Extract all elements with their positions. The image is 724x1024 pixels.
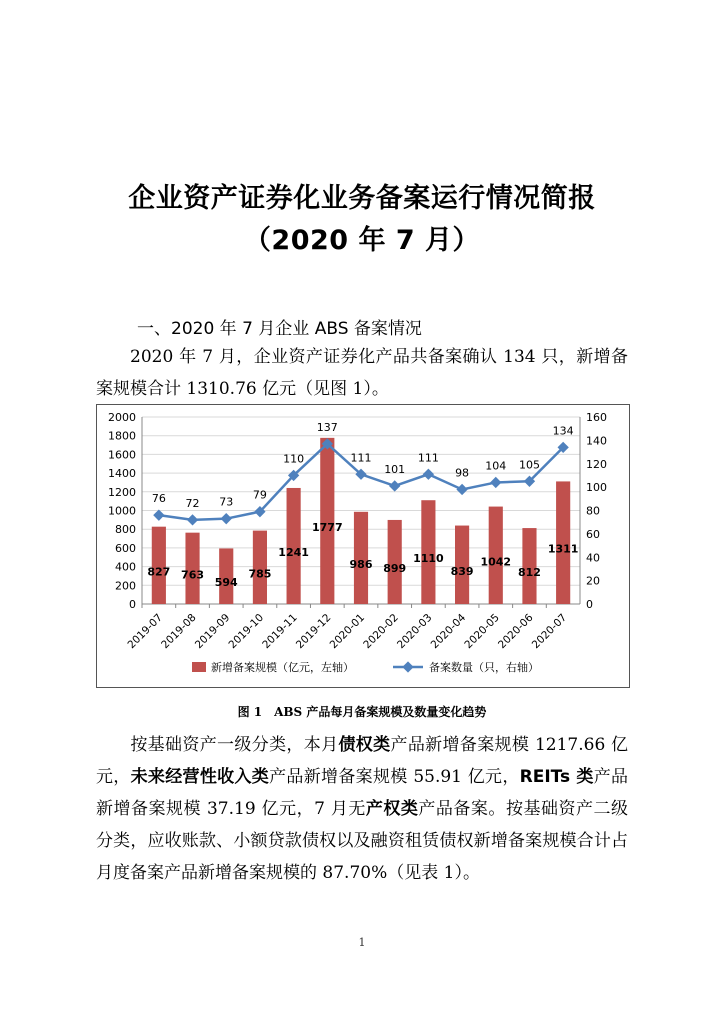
line-point (456, 484, 467, 495)
left-axis-tick-label: 2000 (108, 411, 136, 424)
x-axis-tick-label: 2019-08 (159, 611, 199, 652)
bar-data-label: 1311 (547, 542, 579, 556)
bar-data-label: 986 (349, 557, 373, 571)
right-axis-tick-label: 120 (586, 457, 607, 471)
line-point (153, 510, 164, 521)
page-number: 1 (358, 936, 366, 949)
chart-svg (97, 405, 629, 687)
left-axis-tick-label: 800 (115, 523, 136, 537)
section-heading: 一、2020 年 7 月企业 ABS 备案情况 (137, 319, 422, 339)
x-axis-tick-label: 2020-07 (529, 611, 570, 652)
x-axis-tick-label: 2020-02 (361, 611, 401, 652)
chart-abs-monthly (96, 404, 630, 688)
line-data-label: 73 (219, 495, 234, 509)
x-axis-tick-label: 2020-03 (394, 611, 435, 652)
left-axis-tick-label: 400 (115, 560, 136, 574)
para2-bold-debt: 债权类 (338, 735, 391, 755)
bar-data-label: 594 (214, 576, 238, 590)
bar-data-label: 839 (450, 564, 474, 578)
right-axis-tick-label: 60 (586, 527, 600, 541)
line-data-label: 101 (384, 462, 406, 476)
x-axis-tick-label: 2019-09 (192, 611, 233, 652)
legend-bar-label: 新增备案规模（亿元，左轴） (211, 661, 354, 674)
bar-data-label: 1042 (480, 555, 512, 569)
document-title: 企业资产证券化业务备案运行情况简报 (128, 183, 596, 214)
left-axis-tick-label: 0 (129, 598, 136, 611)
x-axis-tick-label: 2020-04 (428, 611, 469, 652)
paragraph-summary-text: 2020 年 7 月，企业资产证券化产品共备案确认 134 只，新增备案规模合计 1310.76 亿元（见图 1）。 (96, 347, 628, 399)
x-axis-tick-label: 2019-12 (293, 611, 334, 652)
figure-caption: 图 1 ABS 产品每月备案规模及数量变化趋势 (237, 705, 487, 719)
right-axis-tick-label: 140 (586, 434, 607, 448)
line-data-label: 105 (518, 458, 540, 472)
line-data-label: 111 (417, 451, 439, 465)
document-subtitle-date: （2020 年 7 月） (243, 225, 481, 256)
line-data-label: 134 (552, 424, 574, 438)
line-data-label: 72 (185, 496, 200, 510)
para2-bold-property: 产权类 (365, 799, 419, 819)
right-axis-tick-label: 0 (586, 598, 593, 611)
legend-bar-swatch (192, 662, 206, 672)
x-axis-tick-label: 2020-05 (462, 611, 502, 652)
para2-bold-future-income: 未来经营性收入类 (130, 767, 270, 787)
bar-data-label: 899 (383, 561, 407, 575)
right-axis-tick-label: 80 (586, 504, 600, 518)
para2-text-3: 产品新增备案规模 55.91 亿元， (269, 767, 520, 787)
line-data-label: 79 (252, 488, 267, 502)
line-data-label: 110 (283, 452, 305, 466)
left-axis-tick-label: 1200 (108, 485, 136, 499)
right-axis-tick-label: 20 (586, 574, 600, 588)
right-axis-tick-label: 160 (586, 411, 607, 424)
x-axis-tick-label: 2020-06 (496, 611, 536, 652)
left-axis-tick-label: 1000 (108, 504, 136, 518)
para2-text-2: 产品新增备案规模 1217.66 亿元， (96, 735, 629, 787)
para2-bold-reits: REITs 类 (519, 767, 594, 787)
legend-line-label: 备案数量（只，右轴） (429, 661, 539, 674)
bar-data-label: 1241 (278, 545, 309, 559)
para2-text-1: 按基础资产一级分类，本月 (130, 735, 339, 755)
line-data-label: 76 (151, 492, 166, 506)
para2-text-4: 产品新增备案规模 37.19 亿元，7 月无 (96, 767, 628, 819)
line-data-label: 98 (455, 466, 470, 480)
line-data-label: 137 (316, 420, 338, 434)
right-axis-tick-label: 100 (586, 481, 607, 495)
bar-data-label: 763 (181, 568, 205, 582)
bar-data-label: 785 (248, 567, 272, 581)
line-point (423, 469, 434, 480)
paragraph-classification (96, 729, 628, 889)
line-point (389, 480, 400, 491)
line-point (221, 513, 232, 524)
left-axis-tick-label: 1800 (108, 429, 136, 443)
line-point (490, 477, 501, 488)
x-axis-tick-label: 2020-01 (327, 611, 368, 652)
x-axis-tick-label: 2019-11 (260, 611, 300, 652)
bar-data-label: 827 (147, 565, 171, 579)
paragraph-summary (96, 341, 628, 405)
line-point (187, 514, 198, 525)
legend-line-marker (402, 661, 413, 672)
x-axis-tick-label: 2019-10 (226, 611, 267, 652)
line-data-label: 104 (485, 459, 507, 473)
para2-text-5: 产品备案。按基础资产二级分类，应收账款、小额贷款债权以及融资租赁债权新增备案规模合计占月度备案产品新增备案规模的 87.70%（见表 1）。 (96, 799, 629, 883)
left-axis-tick-label: 1400 (108, 467, 136, 481)
bar-data-label: 1110 (413, 552, 444, 566)
bar-data-label: 812 (517, 566, 541, 580)
bar-data-label: 1777 (311, 520, 343, 534)
left-axis-tick-label: 600 (115, 541, 136, 555)
left-axis-tick-label: 1600 (108, 448, 136, 462)
line-data-label: 111 (350, 451, 372, 465)
x-axis-tick-label: 2019-07 (125, 611, 165, 652)
right-axis-tick-label: 40 (586, 551, 600, 565)
left-axis-tick-label: 200 (115, 579, 136, 593)
